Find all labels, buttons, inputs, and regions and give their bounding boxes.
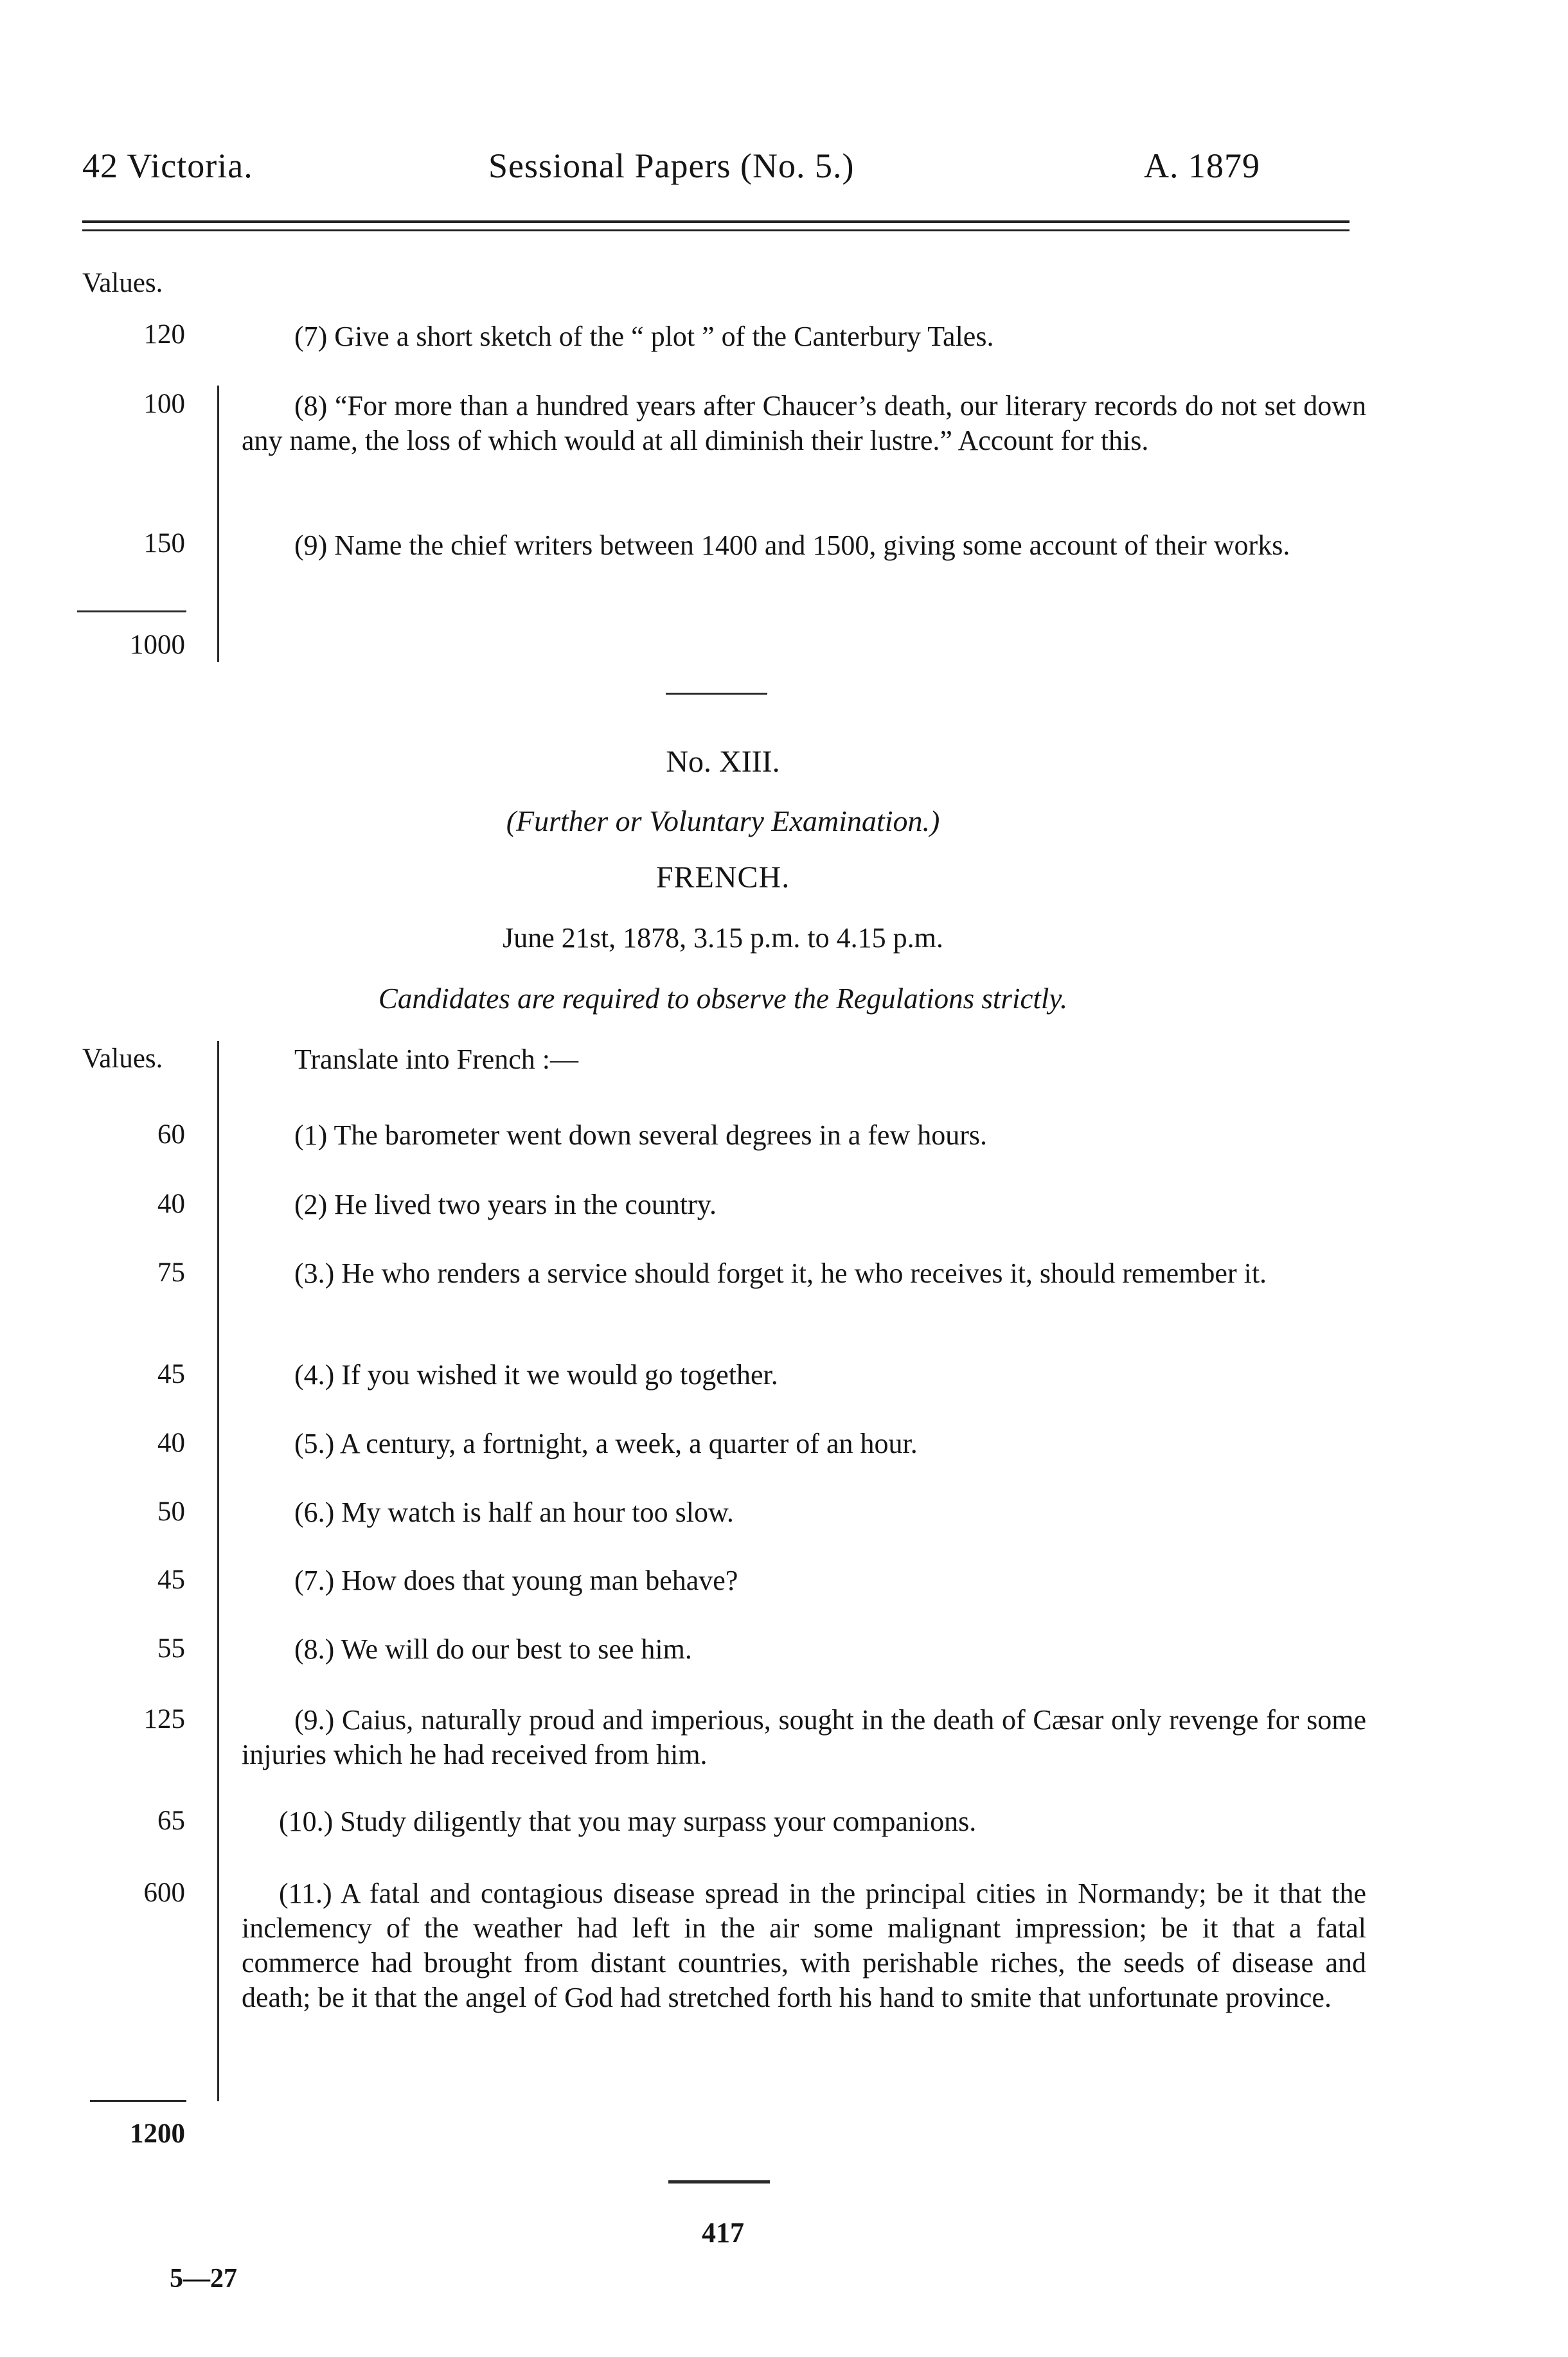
- question-value: 65: [157, 1806, 185, 1836]
- question-text: (10.) Study diligently that you may surpass your companions.: [279, 1806, 977, 1837]
- exam-instruction: Candidates are required to observe the Regulations strictly.: [378, 983, 1068, 1015]
- question-value: 40: [157, 1428, 185, 1458]
- question-text: (7.) How does that young man behave?: [294, 1565, 738, 1596]
- exam-subject: FRENCH.: [655, 860, 790, 894]
- values-divider: [217, 386, 219, 662]
- translate-instruction: Translate into French :—: [294, 1044, 578, 1075]
- total-rule: [77, 610, 186, 612]
- section-separator: [666, 693, 767, 695]
- signature-mark: 5—27: [170, 2264, 237, 2293]
- header-center: Sessional Papers (No. 5.): [488, 147, 855, 185]
- question-text: (4.) If you wished it we would go together.: [294, 1359, 778, 1391]
- question-text: (7) Give a short sketch of the “ plot ” of the Canterbury Tales.: [294, 321, 994, 352]
- footer-separator: [668, 2180, 770, 2184]
- question-value: 45: [157, 1565, 185, 1595]
- exam-number: No. XIII.: [666, 745, 780, 779]
- question-value: 40: [157, 1189, 185, 1219]
- values-label: Values.: [82, 1044, 163, 1074]
- question-text: (3.) He who renders a service should forget it, he who receives it, should remember it.: [294, 1258, 1267, 1289]
- question-text: (8) “For more than a hundred years after Chaucer’s death, our literary records do not set down any name, the loss of which would at all diminish their lustre.” Account for this.: [242, 390, 1366, 456]
- question-value: 55: [157, 1633, 185, 1664]
- question-text: (6.) My watch is half an hour too slow.: [294, 1497, 734, 1528]
- total-rule: [90, 2100, 186, 2102]
- question-text: (11.) A fatal and contagious disease spread in the principal cities in Normandy; be it that the inclemency of the weather had left in the air some malignant impression; be it that a fatal commerce had brought from distant countries, with perishable riches, the seeds of disease and death; be it that the angel of God had stretched forth his hand to smite that unfortunate province.: [242, 1878, 1366, 2013]
- total-value: 1000: [130, 630, 185, 660]
- header-rule-top: [82, 220, 1350, 223]
- question-text: (2) He lived two years in the country.: [294, 1189, 717, 1220]
- question-text: (1) The barometer went down several degrees in a few hours.: [294, 1119, 987, 1151]
- values-label: Values.: [82, 268, 163, 298]
- question-value: 60: [157, 1119, 185, 1150]
- question-value: 45: [157, 1359, 185, 1389]
- question-text: (9.) Caius, naturally proud and imperious, sought in the death of Cæsar only revenge for some injuries which he had received from him.: [242, 1704, 1366, 1770]
- question-text: (5.) A century, a fortnight, a week, a quarter of an hour.: [294, 1428, 918, 1459]
- total-value: 1200: [130, 2119, 185, 2149]
- page-number: 417: [702, 2217, 744, 2248]
- question-value: 100: [143, 389, 185, 419]
- exam-date: June 21st, 1878, 3.15 p.m. to 4.15 p.m.: [503, 922, 943, 954]
- exam-subtitle: (Further or Voluntary Examination.): [506, 805, 940, 837]
- question-value: 75: [157, 1258, 185, 1288]
- question-value: 150: [143, 528, 185, 558]
- question-value: 600: [143, 1878, 185, 1908]
- values-divider: [217, 1041, 219, 2101]
- question-value: 50: [157, 1497, 185, 1527]
- question-text: (8.) We will do our best to see him.: [294, 1633, 692, 1665]
- header-rule-bottom: [82, 229, 1350, 231]
- question-text: (9) Name the chief writers between 1400 and 1500, giving some account of their works.: [294, 529, 1290, 561]
- question-value: 120: [143, 319, 185, 350]
- header-left: 42 Victoria.: [82, 147, 253, 185]
- header-right: A. 1879: [1144, 147, 1260, 185]
- question-value: 125: [143, 1704, 185, 1734]
